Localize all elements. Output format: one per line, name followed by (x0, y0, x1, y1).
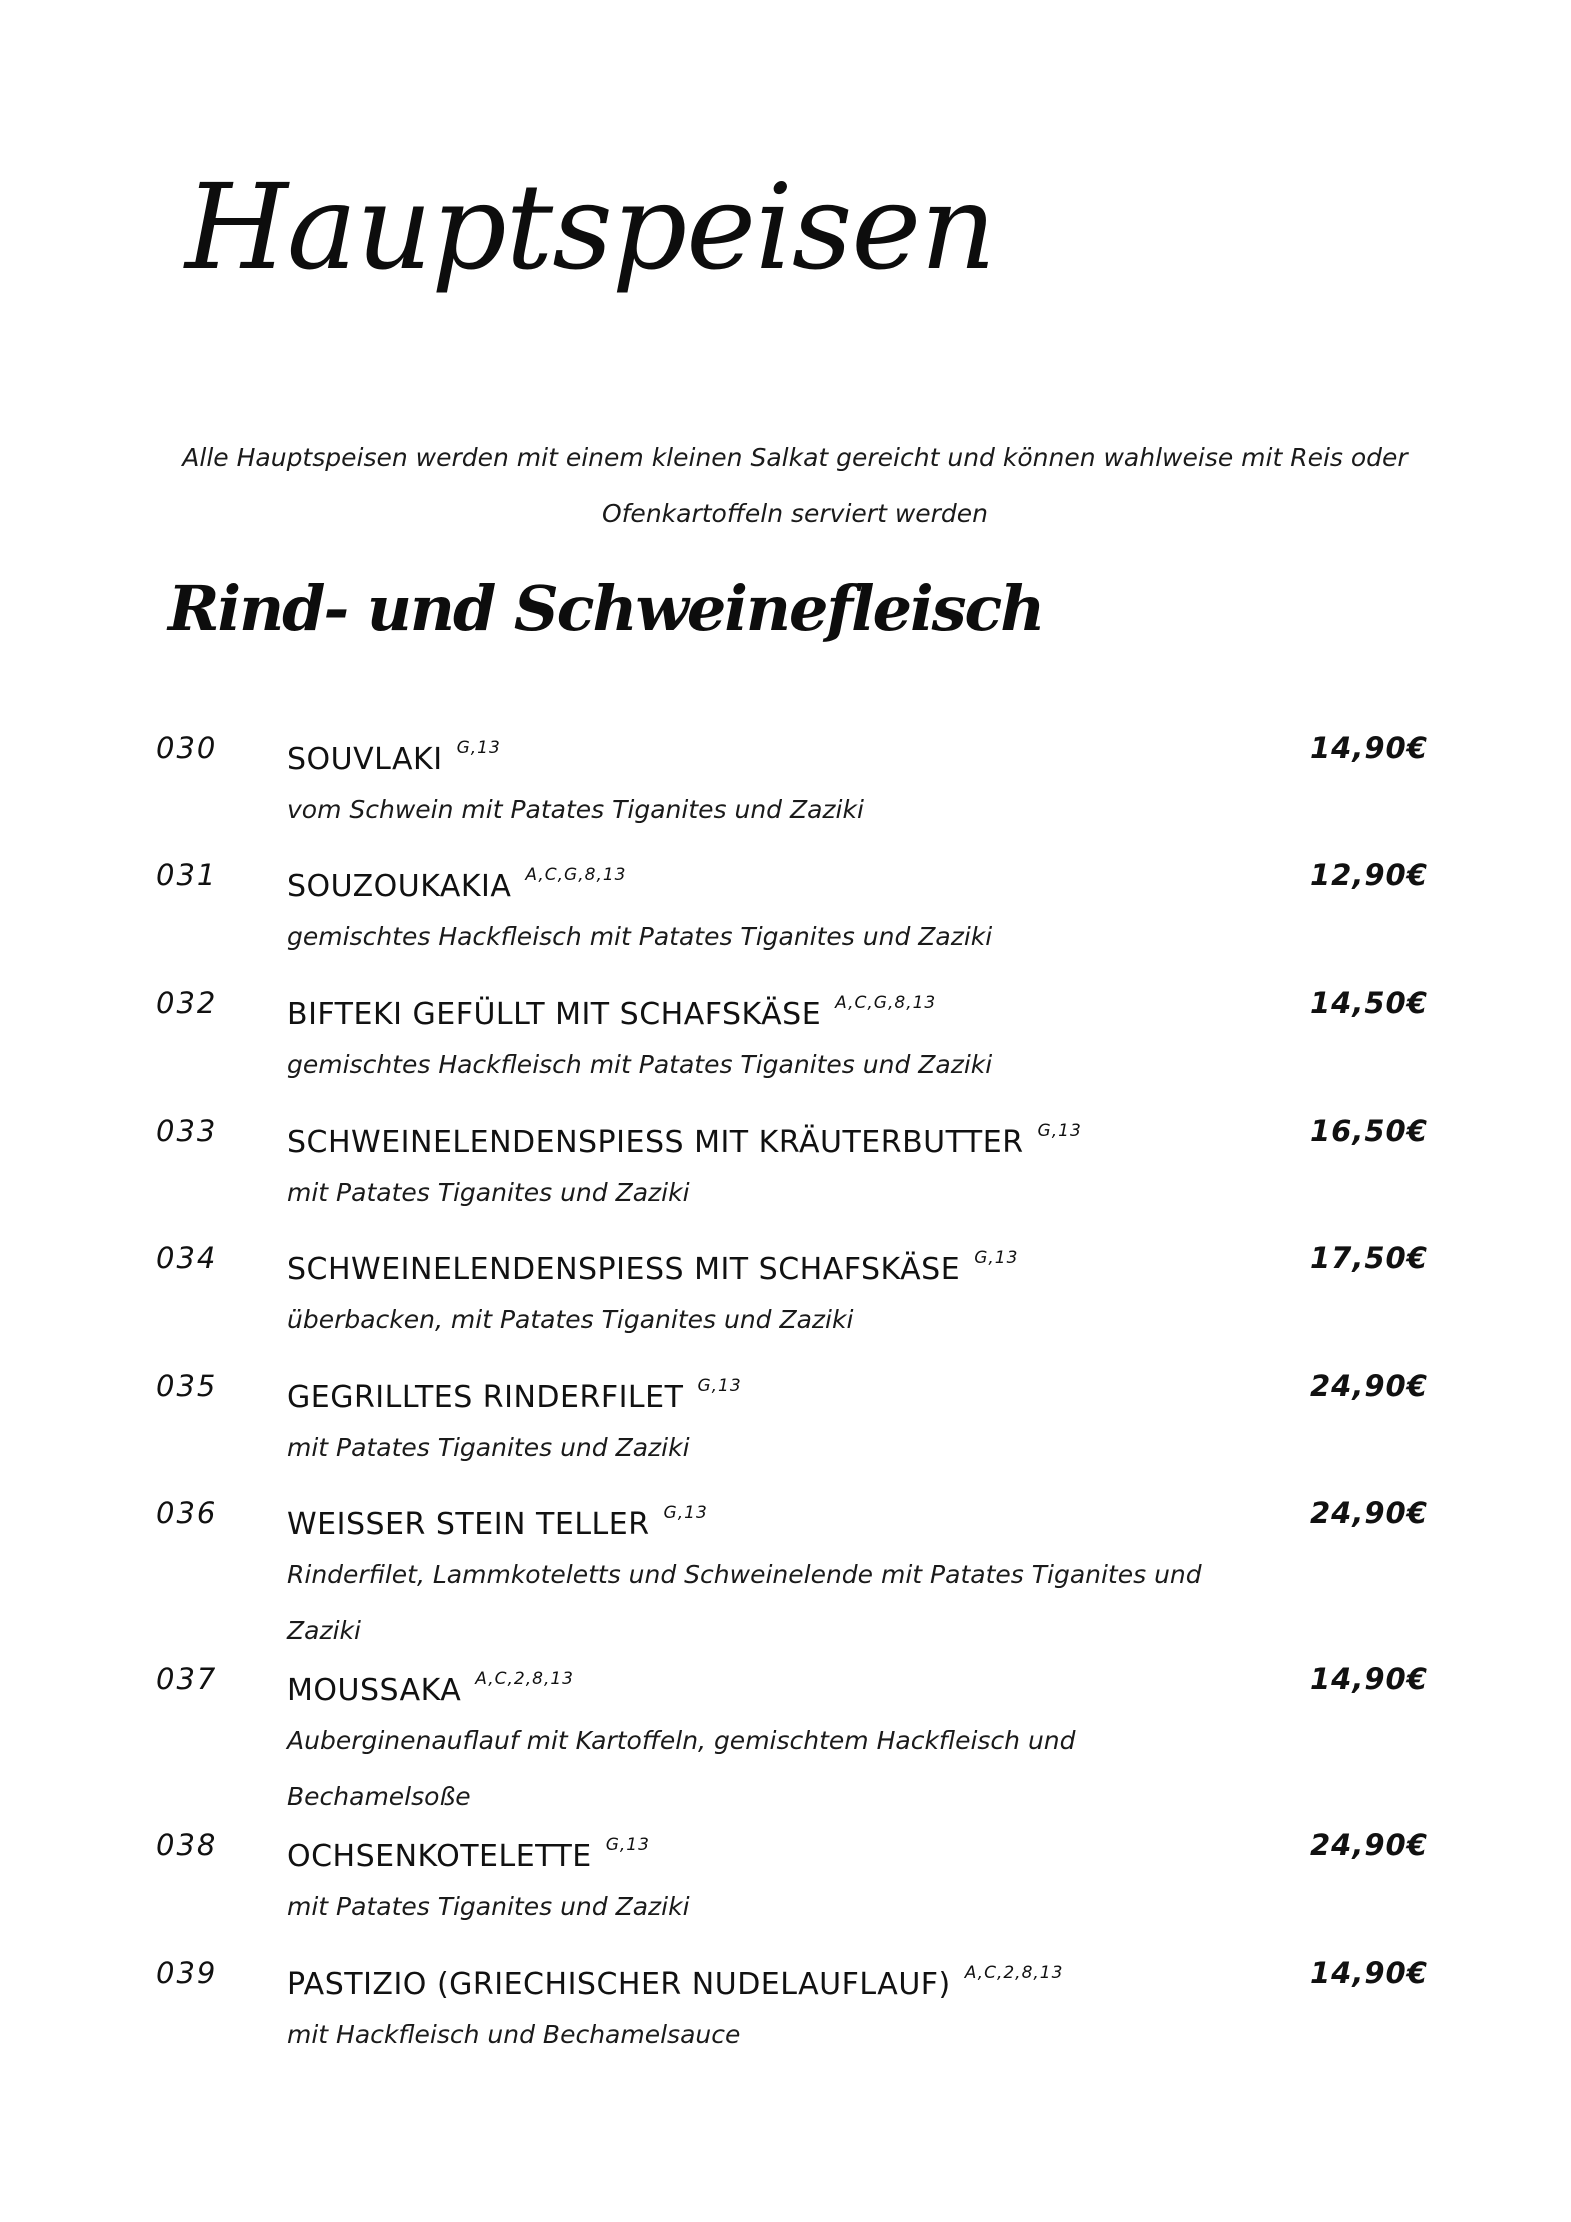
item-allergens: G,13 (974, 1248, 1019, 1268)
page-title: Hauptspeisen (185, 158, 996, 296)
item-description: Auberginenauflauf mit Kartoffeln, gemischtem Hackfleisch und Bechamelsoße (287, 1726, 1076, 1811)
item-name (287, 1111, 1082, 1163)
item-allergens: A,C,2,8,13 (475, 1669, 574, 1689)
item-description: vom Schwein mit Patates Tiganites und Zaziki (287, 795, 864, 824)
item-allergens: A,C,G,8,13 (525, 865, 627, 885)
item-name-text: SOUZOUKAKIA (287, 869, 512, 904)
item-number: 038 (156, 1828, 218, 1862)
item-name (287, 983, 936, 1035)
item-number: 033 (156, 1114, 218, 1148)
item-number: 032 (156, 986, 218, 1020)
item-description: gemischtes Hackfleisch mit Patates Tiganites und Zaziki (287, 1050, 993, 1079)
item-price: 14,90€ (1310, 731, 1428, 765)
item-name-text: BIFTEKI GEFÜLLT MIT SCHAFSKÄSE (287, 997, 822, 1032)
item-description: mit Patates Tiganites und Zaziki (287, 1892, 690, 1921)
item-description: mit Patates Tiganites und Zaziki (287, 1178, 690, 1207)
item-description: gemischtes Hackfleisch mit Patates Tiganites und Zaziki (287, 922, 993, 951)
item-name (287, 1238, 1018, 1290)
item-name-text: SOUVLAKI (287, 742, 443, 777)
item-number: 034 (156, 1241, 218, 1275)
item-price: 14,90€ (1310, 1956, 1428, 1990)
item-name (287, 1366, 742, 1418)
item-name-text: SCHWEINELENDENSPIESS MIT KRÄUTERBUTTER (287, 1125, 1024, 1160)
item-name (287, 1493, 708, 1545)
item-price: 24,90€ (1310, 1496, 1428, 1530)
item-name-text: PASTIZIO (GRIECHISCHER NUDELAUFLAUF) (287, 1967, 951, 2002)
item-number: 037 (156, 1662, 218, 1696)
item-description: Rinderfilet, Lammkoteletts und Schweinelende mit Patates Tiganites und Zaziki (287, 1560, 1202, 1645)
item-allergens: G,13 (456, 738, 501, 758)
item-number: 031 (156, 858, 218, 892)
item-name (287, 728, 501, 780)
item-name (287, 1659, 574, 1711)
item-price: 14,50€ (1310, 986, 1428, 1020)
item-price: 14,90€ (1310, 1662, 1428, 1696)
item-number: 030 (156, 731, 218, 765)
item-allergens: G,13 (663, 1503, 708, 1523)
item-description: mit Patates Tiganites und Zaziki (287, 1433, 690, 1462)
item-name (287, 855, 626, 907)
item-name-text: SCHWEINELENDENSPIESS MIT SCHAFSKÄSE (287, 1252, 961, 1287)
item-number: 036 (156, 1496, 218, 1530)
item-number: 035 (156, 1369, 218, 1403)
item-allergens: G,13 (697, 1376, 742, 1396)
item-name (287, 1953, 1063, 2005)
item-number: 039 (156, 1956, 218, 1990)
item-allergens: G,13 (1037, 1121, 1082, 1141)
item-price: 17,50€ (1310, 1241, 1428, 1275)
item-description: überbacken, mit Patates Tiganites und Zaziki (287, 1305, 854, 1334)
section-title: Rind- und Schweinefleisch (168, 572, 1044, 645)
item-name (287, 1825, 650, 1877)
item-name-text: GEGRILLTES RINDERFILET (287, 1380, 684, 1415)
item-price: 12,90€ (1310, 858, 1428, 892)
item-name-text: WEISSER STEIN TELLER (287, 1507, 650, 1542)
item-name-text: OCHSENKOTELETTE (287, 1839, 592, 1874)
intro-text: Alle Hauptspeisen werden mit einem kleinen Salkat gereicht und können wahlweise mit Reis oder Ofenkartoffeln serviert werden (182, 443, 1408, 528)
item-name-text: MOUSSAKA (287, 1673, 462, 1708)
item-price: 24,90€ (1310, 1369, 1428, 1403)
item-allergens: A,C,2,8,13 (964, 1963, 1064, 1983)
item-allergens: G,13 (605, 1835, 650, 1855)
item-price: 16,50€ (1310, 1114, 1428, 1148)
item-price: 24,90€ (1310, 1828, 1428, 1862)
item-allergens: A,C,G,8,13 (835, 993, 937, 1013)
item-description: mit Hackfleisch und Bechamelsauce (287, 2020, 741, 2049)
